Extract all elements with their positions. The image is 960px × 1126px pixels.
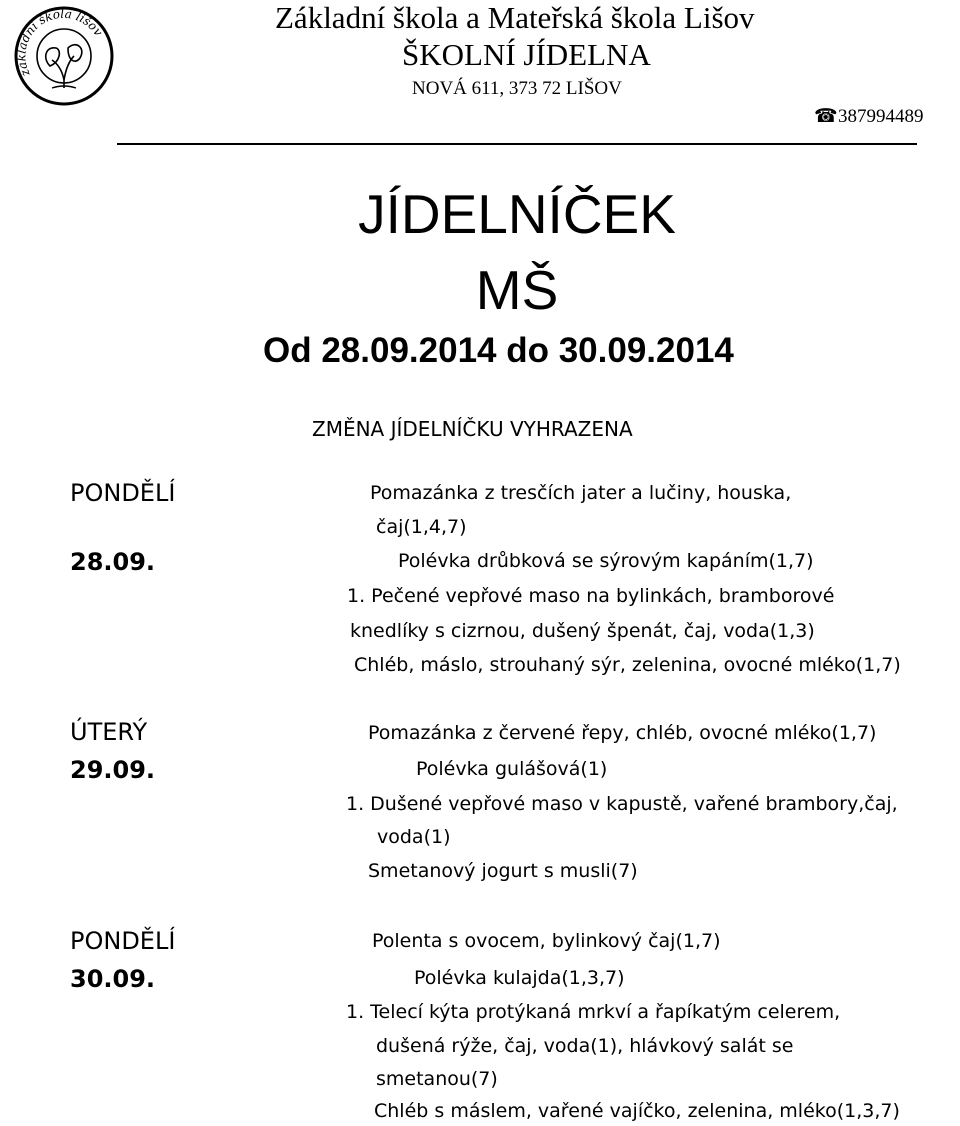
- menu-line: Pomazánka z červené řepy, chléb, ovocné mléko(1,7): [368, 722, 877, 744]
- menu-title: JÍDELNÍČEK: [358, 183, 676, 245]
- menu-line: čaj(1,4,7): [376, 516, 467, 538]
- phone-icon: ☎: [814, 106, 838, 127]
- menu-line: smetanou(7): [376, 1068, 498, 1090]
- day-date-1: 28.09.: [70, 548, 156, 576]
- address: NOVÁ 611, 373 72 LIŠOV: [412, 78, 622, 99]
- day-name-2: ÚTERÝ: [70, 718, 148, 746]
- menu-line: voda(1): [377, 826, 451, 848]
- group-name: MŠ: [475, 259, 559, 321]
- menu-line: Polenta s ovocem, bylinkový čaj(1,7): [372, 930, 721, 952]
- day-date-2: 29.09.: [70, 756, 156, 784]
- date-range: Od 28.09.2014 do 30.09.2014: [263, 331, 734, 370]
- day-name-1: PONDĚLÍ: [70, 479, 176, 507]
- phone-value: 387994489: [838, 106, 924, 127]
- menu-line: Polévka kulajda(1,3,7): [414, 967, 625, 989]
- phone-number: [814, 106, 924, 128]
- menu-line: Pomazánka z tresčích jater a lučiny, houska,: [370, 482, 792, 504]
- menu-line: dušená rýže, čaj, voda(1), hlávkový salát se: [376, 1035, 794, 1057]
- menu-line: 1. Pečené vepřové maso na bylinkách, bramborové: [347, 585, 835, 607]
- menu-line: Polévka drůbková se sýrovým kapáním(1,7): [398, 550, 814, 572]
- header-divider: [117, 143, 917, 145]
- menu-line: Smetanový jogurt s musli(7): [368, 860, 638, 882]
- menu-line: 1. Dušené vepřové maso v kapustě, vařené brambory,čaj,: [346, 793, 898, 815]
- school-logo: [12, 4, 116, 108]
- menu-line: knedlíky s cizrnou, dušený špenát, čaj, voda(1,3): [350, 620, 815, 642]
- day-name-3: PONDĚLÍ: [70, 927, 176, 955]
- change-notice: ZMĚNA JÍDELNÍČKU VYHRAZENA: [312, 417, 633, 441]
- school-name: Základní škola a Mateřská škola Lišov: [275, 0, 755, 35]
- menu-line: Polévka gulášová(1): [416, 758, 608, 780]
- logo-lettering: základní škola lišov: [14, 6, 106, 79]
- menu-line: Chléb, máslo, strouhaný sýr, zelenina, ovocné mléko(1,7): [354, 654, 901, 676]
- day-date-3: 30.09.: [70, 965, 156, 993]
- menu-line: Chléb s máslem, vařené vajíčko, zelenina, mléko(1,3,7): [374, 1100, 900, 1122]
- canteen-name: ŠKOLNÍ JÍDELNA: [402, 37, 651, 72]
- menu-line: 1. Telecí kýta protýkaná mrkví a řapíkatým celerem,: [346, 1001, 841, 1023]
